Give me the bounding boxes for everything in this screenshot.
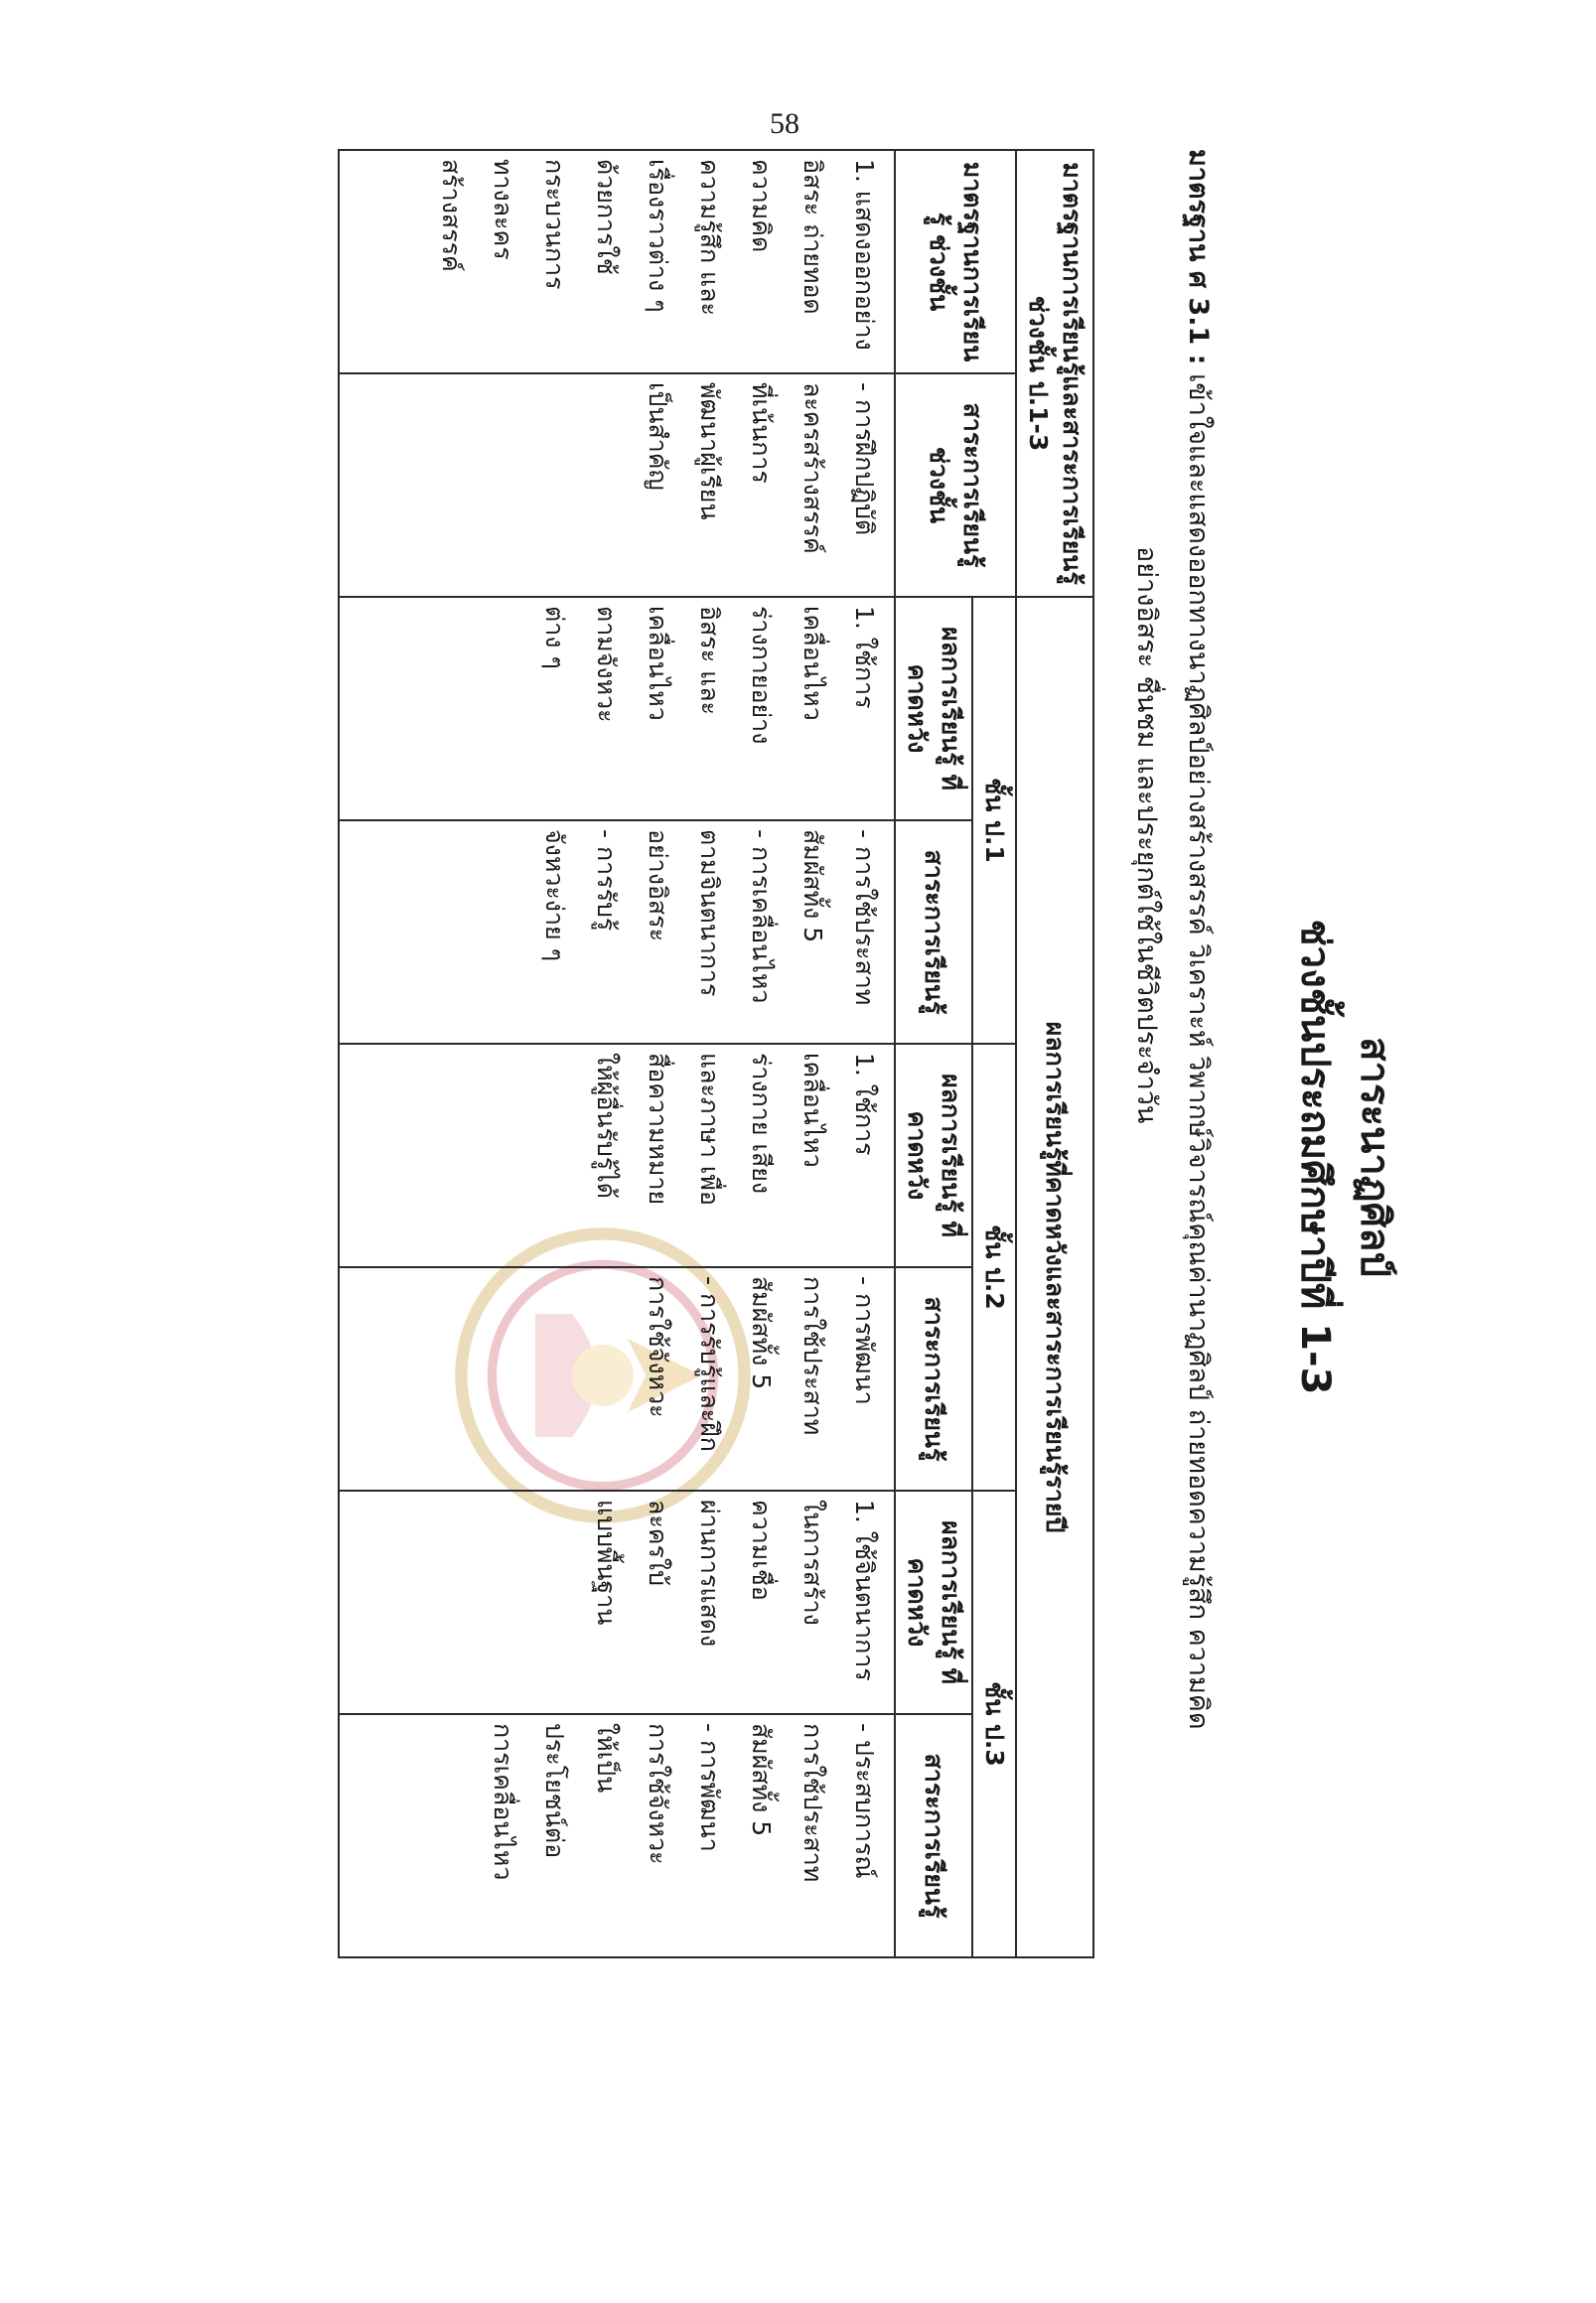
standard-statement: [1120, 149, 1224, 2165]
cell-line: เรื่องราวต่าง ๆ: [644, 159, 672, 313]
cell-line: การใช้จังหวะ: [644, 1276, 672, 1418]
cell-line: ประโยชน์ต่อ: [540, 1723, 569, 1859]
page-number: 58: [770, 107, 799, 140]
cell-line: เป็นสำคัญ: [644, 382, 672, 491]
grade-header-p2: ชั้น ป.2: [972, 1044, 1016, 1491]
cell-line: การใช้ประสาท: [798, 1276, 827, 1436]
group-header-standards: มาตรฐานการเรียนรู้และสาระการเรียนรู้ ช่วงชั้น ป.1-3: [1016, 150, 1093, 597]
cell-p1-content: [339, 820, 895, 1044]
cell-line: - การเคลื่อนไหว: [747, 829, 776, 1004]
page-title: สาระนาฏศิลป์: [1352, 1037, 1397, 1277]
cell-line: ที่เน้นการ: [747, 382, 776, 484]
cell-line: ละครใบ้: [644, 1500, 672, 1586]
cell-p3-content: [339, 1714, 895, 1957]
cell-line: เคลื่อนไหว: [644, 606, 672, 721]
standard-label: มาตรฐาน ศ 3.1 :: [1183, 149, 1214, 365]
cell-line: สัมผัสทั้ง 5: [747, 1723, 776, 1837]
cell-line: ด้วยการใช้: [592, 159, 621, 275]
cell-line: กระบวนการ: [540, 159, 569, 290]
rotated-page-content: [191, 149, 1422, 2165]
cell-standard: [339, 150, 895, 373]
column-header-standard: มาตรฐานการเรียนรู้ ช่วงชั้น: [895, 150, 1016, 373]
cell-line: เคลื่อนไหว: [798, 606, 827, 721]
cell-line: ทางละคร: [489, 159, 517, 260]
column-header-content-range: สาระการเรียนรู้ ช่วงชั้น: [895, 373, 1016, 597]
table-row: [339, 150, 895, 1957]
cell-p2-outcome: [339, 1044, 895, 1267]
cell-p3-outcome: [339, 1491, 895, 1714]
page-subtitle: ช่วงชั้นประถมศึกษาปีที่ 1-3: [1292, 919, 1338, 1395]
column-header-p1-content: สาระการเรียนรู้: [895, 820, 972, 1044]
cell-p1-outcome: [339, 597, 895, 820]
cell-line: ความเชื่อ: [747, 1500, 776, 1601]
standard-text: เข้าใจและแสดงออกทางนาฏศิลป์อย่างสร้างสรรค์ วิเคราะห์ วิพากษ์วิจารณ์คุณค่านาฏศิลป์ ถ่ายทอดความรู้สึก ความคิด: [1183, 373, 1214, 1730]
cell-line: สัมผัสทั้ง 5: [798, 829, 827, 943]
column-header-p1-outcome: ผลการเรียนรู้ ที่คาดหวัง: [895, 597, 972, 820]
column-header-p2-outcome: ผลการเรียนรู้ ที่คาดหวัง: [895, 1044, 972, 1267]
cell-line: ผ่านการแสดง: [695, 1500, 724, 1648]
grade-header-p3: ชั้น ป.3: [972, 1491, 1016, 1957]
group-header-outcomes: ผลการเรียนรู้ที่คาดหวังและสาระการเรียนรู้รายปี: [1016, 597, 1093, 1957]
cell-line: สื่อความหมาย: [644, 1053, 672, 1206]
cell-line: อย่างอิสระ: [644, 829, 672, 942]
column-header-p3-outcome: ผลการเรียนรู้ ที่คาดหวัง: [895, 1491, 972, 1714]
cell-line: ต่าง ๆ: [540, 606, 569, 669]
cell-line: - การใช้ประสาท: [850, 829, 879, 1006]
column-header-p2-content: สาระการเรียนรู้: [895, 1267, 972, 1491]
cell-line: 1. ใช้จินตนาการ: [850, 1500, 879, 1681]
grade-header-p1: ชั้น ป.1: [972, 597, 1016, 1044]
cell-line: ให้ผู้อื่นรับรู้ได้: [592, 1053, 621, 1199]
cell-line: สัมผัสทั้ง 5: [747, 1276, 776, 1390]
cell-line: - ประสบการณ์: [850, 1723, 879, 1879]
cell-line: - การรับรู้: [592, 829, 621, 932]
cell-line: ร่างกาย เสียง: [747, 1053, 776, 1195]
title-block: [1285, 149, 1404, 2165]
cell-line: ละครสร้างสรรค์: [798, 382, 827, 554]
cell-line: - การฝึกปฏิบัติ: [850, 382, 879, 536]
cell-line: ความรู้สึก และ: [695, 159, 724, 316]
cell-line: การใช้ประสาท: [798, 1723, 827, 1883]
cell-line: 1. ใช้การ: [850, 1053, 879, 1156]
column-header-p3-content: สาระการเรียนรู้: [895, 1714, 972, 1957]
cell-line: ในการสร้าง: [798, 1500, 827, 1626]
cell-line: ให้เป็น: [592, 1723, 621, 1794]
cell-line: ร่างกายอย่าง: [747, 606, 776, 745]
cell-line: จังหวะง่าย ๆ: [540, 829, 569, 962]
cell-p2-content: [339, 1267, 895, 1491]
cell-line: การใช้จังหวะ: [644, 1723, 672, 1865]
cell-line: อิสระ และ: [695, 606, 724, 715]
cell-line: อิสระ ถ่ายทอด: [798, 159, 827, 315]
cell-line: สร้างสรรค์: [437, 159, 466, 272]
cell-line: เคลื่อนไหว: [798, 1053, 827, 1168]
cell-line: ตามจินตนาการ: [695, 829, 724, 997]
cell-line: - การพัฒนา: [695, 1723, 724, 1852]
cell-line: 1. แสดงออกอย่าง: [850, 159, 879, 351]
cell-line: แบบพื้นฐาน: [592, 1500, 621, 1626]
cell-line: พัฒนาผู้เรียน: [695, 382, 724, 520]
cell-line: - การพัฒนา: [850, 1276, 879, 1405]
cell-line: - การรับรู้และฝึก: [695, 1276, 724, 1452]
curriculum-table: [338, 149, 1094, 1958]
standard-continuation: อย่างอิสระ ชื่นชม และประยุกต์ใช้ในชีวิตประจำวัน: [1131, 546, 1162, 1124]
cell-line: 1. ใช้การ: [850, 606, 879, 709]
cell-line: ความคิด: [747, 159, 776, 253]
cell-line: และภาษา เพื่อ: [695, 1053, 724, 1206]
cell-line: ตามจังหวะ: [592, 606, 621, 723]
cell-line: การเคลื่อนไหว: [489, 1723, 517, 1881]
cell-content-range: [339, 373, 895, 597]
